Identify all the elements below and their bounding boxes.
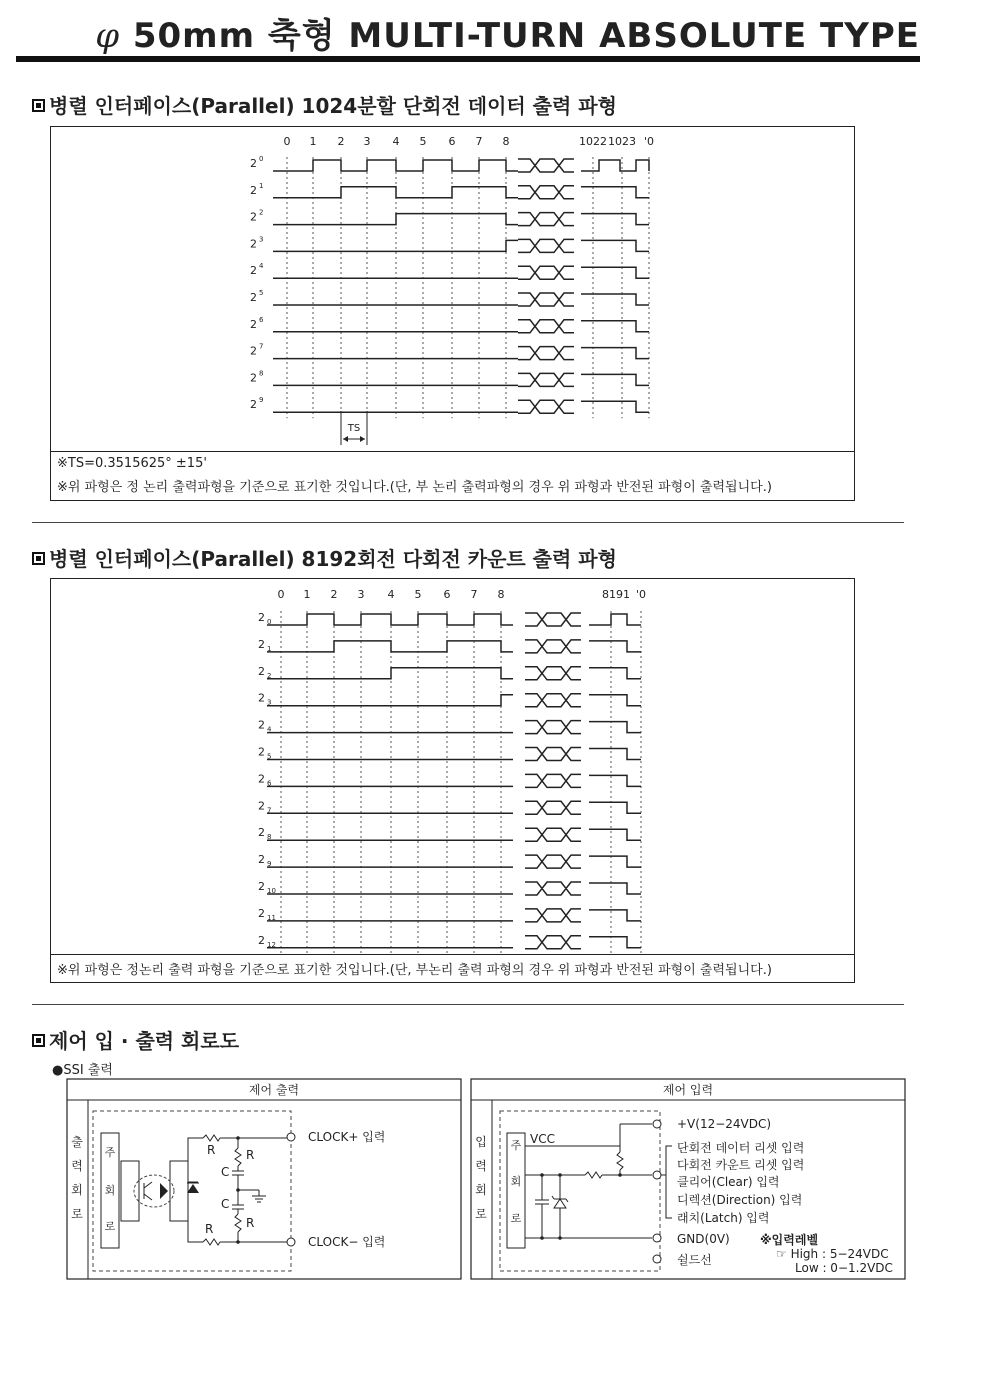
continuation-symbol bbox=[518, 186, 574, 199]
side-label-char: 출 bbox=[71, 1135, 83, 1149]
section2-waveform bbox=[51, 579, 853, 954]
waveform-line bbox=[267, 695, 513, 706]
continuation-symbol bbox=[525, 640, 581, 653]
end-label: 1022 bbox=[579, 135, 607, 148]
continuation-symbol bbox=[525, 801, 581, 814]
control-input-header: 제어 입력 bbox=[662, 1083, 714, 1097]
continuation-symbol bbox=[525, 748, 581, 761]
end-label: 1023 bbox=[608, 135, 636, 148]
waveform-end bbox=[581, 401, 649, 412]
end-label: '0 bbox=[643, 135, 655, 148]
input-label: 클리어(Clear) 입력 bbox=[677, 1175, 780, 1189]
bit-label: 2 bbox=[258, 745, 265, 759]
bit-label: 2 bbox=[250, 183, 257, 197]
continuation-symbol bbox=[525, 667, 581, 680]
input-level-low: Low : 0−1.2VDC bbox=[795, 1261, 893, 1275]
x-label-8: 8 bbox=[497, 588, 505, 601]
vcc-label: VCC bbox=[530, 1132, 555, 1146]
section2-title-text: 병렬 인터페이스(Parallel) 8192회전 다회전 카운트 출력 파형 bbox=[49, 547, 617, 571]
waveform-line bbox=[267, 641, 513, 652]
bit-label: 2 bbox=[250, 157, 257, 170]
capacitor-label: C bbox=[221, 1197, 230, 1211]
waveform-end bbox=[589, 722, 641, 733]
continuation-symbol bbox=[518, 213, 574, 226]
continuation-symbol bbox=[518, 320, 574, 333]
main-circuit-char: 로 bbox=[510, 1212, 522, 1225]
x-label-6: 6 bbox=[443, 588, 451, 601]
bit-label: 2 bbox=[250, 398, 257, 412]
continuation-symbol bbox=[525, 828, 581, 841]
waveform-end bbox=[589, 775, 641, 786]
bit-exponent: 8 bbox=[259, 369, 264, 378]
bit-label: 2 bbox=[258, 933, 265, 947]
continuation-symbol bbox=[525, 855, 581, 868]
section2-diagram-box bbox=[50, 578, 855, 983]
waveform-end bbox=[589, 695, 641, 706]
side-label-char: 회 bbox=[71, 1183, 83, 1197]
input-label: 단회전 데이터 리셋 입력 bbox=[677, 1141, 805, 1155]
input-label: 디렉션(Direction) 입력 bbox=[677, 1193, 803, 1207]
page-title-text: 50mm 축형 MULTI-TURN ABSOLUTE TYPE bbox=[132, 16, 920, 56]
bit-label: 2 bbox=[258, 880, 265, 893]
continuation-symbol bbox=[518, 159, 574, 172]
bit-label: 2 bbox=[250, 210, 257, 224]
resistor-label: R bbox=[246, 1216, 255, 1230]
clock-plus-label: CLOCK+ 입력 bbox=[308, 1130, 386, 1144]
input-level-title: ※입력레벨 bbox=[760, 1233, 819, 1247]
waveform-end bbox=[581, 187, 649, 198]
side-label-char: 력 bbox=[71, 1159, 83, 1173]
waveform-line bbox=[267, 614, 513, 625]
waveform-end bbox=[589, 856, 641, 867]
header-rule bbox=[16, 56, 920, 62]
waveform-end bbox=[589, 883, 641, 894]
bit-exponent: 0 bbox=[267, 618, 272, 626]
bit-exponent: 9 bbox=[259, 396, 264, 405]
waveform-end bbox=[589, 668, 641, 679]
main-circuit-char: 주 bbox=[510, 1139, 522, 1152]
bit-exponent: 8 bbox=[267, 833, 272, 842]
section1-title-text: 병렬 인터페이스(Parallel) 1024분할 단회전 데이터 출력 파형 bbox=[49, 94, 617, 118]
main-circuit-char: 회 bbox=[510, 1175, 522, 1188]
bit-label: 2 bbox=[250, 317, 257, 331]
bit-exponent: 1 bbox=[259, 181, 264, 190]
continuation-symbol bbox=[525, 774, 581, 787]
side-label-char: 회 bbox=[475, 1183, 487, 1197]
waveform-end bbox=[581, 348, 649, 359]
continuation-symbol bbox=[518, 293, 574, 306]
continuation-symbol bbox=[525, 909, 581, 922]
section1-notes bbox=[51, 451, 854, 500]
bit-label: 2 bbox=[258, 611, 265, 624]
waveform-end bbox=[589, 802, 641, 813]
x-label-4: 4 bbox=[392, 135, 400, 148]
end-label: '0 bbox=[635, 588, 647, 601]
bit-exponent: 3 bbox=[267, 698, 272, 707]
waveform-line bbox=[273, 160, 518, 171]
waveform-end bbox=[581, 240, 649, 251]
waveform-end bbox=[581, 160, 649, 171]
resistor-label: R bbox=[207, 1143, 216, 1157]
bit-exponent: 3 bbox=[259, 235, 264, 244]
phi-symbol: φ bbox=[95, 16, 121, 56]
x-label-1: 1 bbox=[309, 135, 317, 148]
continuation-symbol bbox=[525, 721, 581, 734]
x-label-0: 0 bbox=[283, 135, 291, 148]
waveform-end bbox=[581, 321, 649, 332]
bit-exponent: 9 bbox=[267, 860, 272, 869]
section-divider bbox=[32, 522, 904, 523]
waveform-end bbox=[589, 937, 641, 948]
waveform-end bbox=[589, 910, 641, 921]
section1-note-ts: ※TS=0.3515625° ±15' bbox=[57, 456, 207, 471]
resistor-label: R bbox=[205, 1222, 214, 1236]
x-label-6: 6 bbox=[448, 135, 456, 148]
bit-exponent: 4 bbox=[267, 725, 272, 734]
control-input-circuit bbox=[470, 1078, 906, 1280]
bit-label: 2 bbox=[258, 691, 265, 705]
waveform-line bbox=[273, 214, 518, 225]
section1-note-logic: ※위 파형은 정 논리 출력파형을 기준으로 표기한 것입니다.(단, 부 논리 출력파형의 경우 위 파형과 반전된 파형이 출력됩니다.) bbox=[57, 480, 772, 495]
shield-label: 쉴드선 bbox=[677, 1253, 712, 1267]
supply-label: +V(12−24VDC) bbox=[677, 1117, 772, 1131]
waveform-end bbox=[581, 214, 649, 225]
side-label-char: 력 bbox=[475, 1159, 487, 1173]
bit-label: 2 bbox=[258, 718, 265, 732]
x-label-0: 0 bbox=[277, 588, 285, 601]
section2-note-logic: ※위 파형은 정논리 출력 파형을 기준으로 표기한 것입니다.(단, 부논리 출력 파형의 경우 위 파형과 반전된 파형이 출력됩니다.) bbox=[57, 963, 772, 978]
waveform-end bbox=[581, 294, 649, 305]
waveform-end bbox=[581, 374, 649, 385]
bit-exponent: 7 bbox=[267, 806, 272, 815]
bit-exponent: 0 bbox=[259, 155, 264, 163]
bit-exponent: 2 bbox=[259, 208, 264, 217]
continuation-symbol bbox=[525, 882, 581, 895]
x-label-3: 3 bbox=[363, 135, 371, 148]
control-output-circuit bbox=[66, 1078, 462, 1280]
bit-label: 2 bbox=[258, 826, 265, 840]
waveform-line bbox=[267, 668, 513, 679]
input-label: 다회전 카운트 리셋 입력 bbox=[677, 1158, 805, 1172]
section3-title-text: 제어 입 · 출력 회로도 bbox=[49, 1029, 240, 1053]
capacitor-label: C bbox=[221, 1165, 230, 1179]
x-label-2: 2 bbox=[337, 135, 345, 148]
continuation-symbol bbox=[525, 936, 581, 949]
main-circuit-char: 로 bbox=[104, 1220, 116, 1233]
bit-label: 2 bbox=[250, 344, 257, 358]
bit-label: 2 bbox=[258, 664, 265, 678]
bit-exponent: 5 bbox=[259, 289, 264, 297]
x-label-7: 7 bbox=[470, 588, 478, 601]
gnd-label: GND(0V) bbox=[677, 1232, 730, 1246]
x-label-3: 3 bbox=[357, 588, 365, 601]
section1-title bbox=[32, 90, 617, 119]
square-bullet-icon bbox=[32, 552, 45, 565]
page-title bbox=[95, 8, 920, 57]
section3-title bbox=[32, 1025, 239, 1054]
bit-label: 2 bbox=[258, 799, 265, 813]
waveform-end bbox=[589, 829, 641, 840]
bit-exponent: 7 bbox=[259, 342, 264, 351]
continuation-symbol bbox=[518, 373, 574, 386]
x-label-1: 1 bbox=[303, 588, 311, 601]
bit-label: 2 bbox=[258, 772, 265, 786]
input-bracket bbox=[666, 1146, 672, 1218]
x-label-7: 7 bbox=[475, 135, 483, 148]
ssi-output-label: ●SSI 출력 bbox=[52, 1063, 113, 1078]
continuation-symbol bbox=[518, 266, 574, 279]
side-label-char: 입 bbox=[475, 1135, 487, 1149]
continuation-symbol bbox=[518, 347, 574, 360]
side-label-char: 로 bbox=[475, 1207, 487, 1221]
section1-waveform bbox=[51, 127, 853, 453]
waveform-line bbox=[273, 187, 518, 198]
bit-label: 2 bbox=[250, 371, 257, 385]
square-bullet-icon bbox=[32, 1034, 45, 1047]
bit-exponent: 11 bbox=[267, 913, 276, 922]
zener-diode-icon bbox=[554, 1199, 566, 1208]
clock-minus-label: CLOCK− 입력 bbox=[308, 1235, 386, 1249]
bit-label: 2 bbox=[250, 291, 257, 304]
bit-exponent: 4 bbox=[259, 262, 264, 271]
bit-label: 2 bbox=[250, 237, 257, 251]
main-circuit-char: 주 bbox=[104, 1146, 116, 1159]
input-label: 래치(Latch) 입력 bbox=[677, 1211, 770, 1225]
bit-exponent: 6 bbox=[259, 315, 264, 324]
x-label-4: 4 bbox=[387, 588, 395, 601]
section2-title bbox=[32, 543, 617, 572]
continuation-symbol bbox=[525, 613, 581, 626]
bit-label: 2 bbox=[258, 637, 265, 651]
x-label-5: 5 bbox=[419, 135, 427, 148]
input-level-high: ☞ High : 5−24VDC bbox=[776, 1247, 889, 1261]
x-label-5: 5 bbox=[414, 588, 422, 601]
end-label: 8191 bbox=[602, 588, 630, 601]
waveform-end bbox=[589, 614, 641, 625]
continuation-symbol bbox=[525, 694, 581, 707]
side-label-char: 로 bbox=[71, 1207, 83, 1221]
section2-notes bbox=[51, 954, 854, 982]
bit-exponent: 10 bbox=[267, 887, 276, 895]
waveform-end bbox=[581, 267, 649, 278]
resistor-label: R bbox=[246, 1148, 255, 1162]
bit-exponent: 1 bbox=[267, 644, 272, 653]
bit-label: 2 bbox=[250, 264, 257, 278]
section1-diagram-box bbox=[50, 126, 855, 501]
bit-exponent: 6 bbox=[267, 779, 272, 788]
bit-exponent: 5 bbox=[267, 752, 272, 761]
x-label-2: 2 bbox=[330, 588, 338, 601]
bit-label: 2 bbox=[258, 853, 265, 867]
control-output-header: 제어 출력 bbox=[248, 1083, 300, 1097]
square-bullet-icon bbox=[32, 99, 45, 112]
bit-label: 2 bbox=[258, 906, 265, 920]
bit-exponent: 12 bbox=[267, 940, 276, 949]
main-circuit-char: 회 bbox=[104, 1184, 116, 1197]
continuation-symbol bbox=[518, 239, 574, 252]
continuation-symbol bbox=[518, 400, 574, 413]
waveform-end bbox=[589, 641, 641, 652]
waveform-end bbox=[589, 749, 641, 760]
x-label-8: 8 bbox=[502, 135, 510, 148]
bit-exponent: 2 bbox=[267, 671, 272, 680]
ts-label: TS bbox=[347, 423, 361, 434]
section-divider bbox=[32, 1004, 904, 1005]
